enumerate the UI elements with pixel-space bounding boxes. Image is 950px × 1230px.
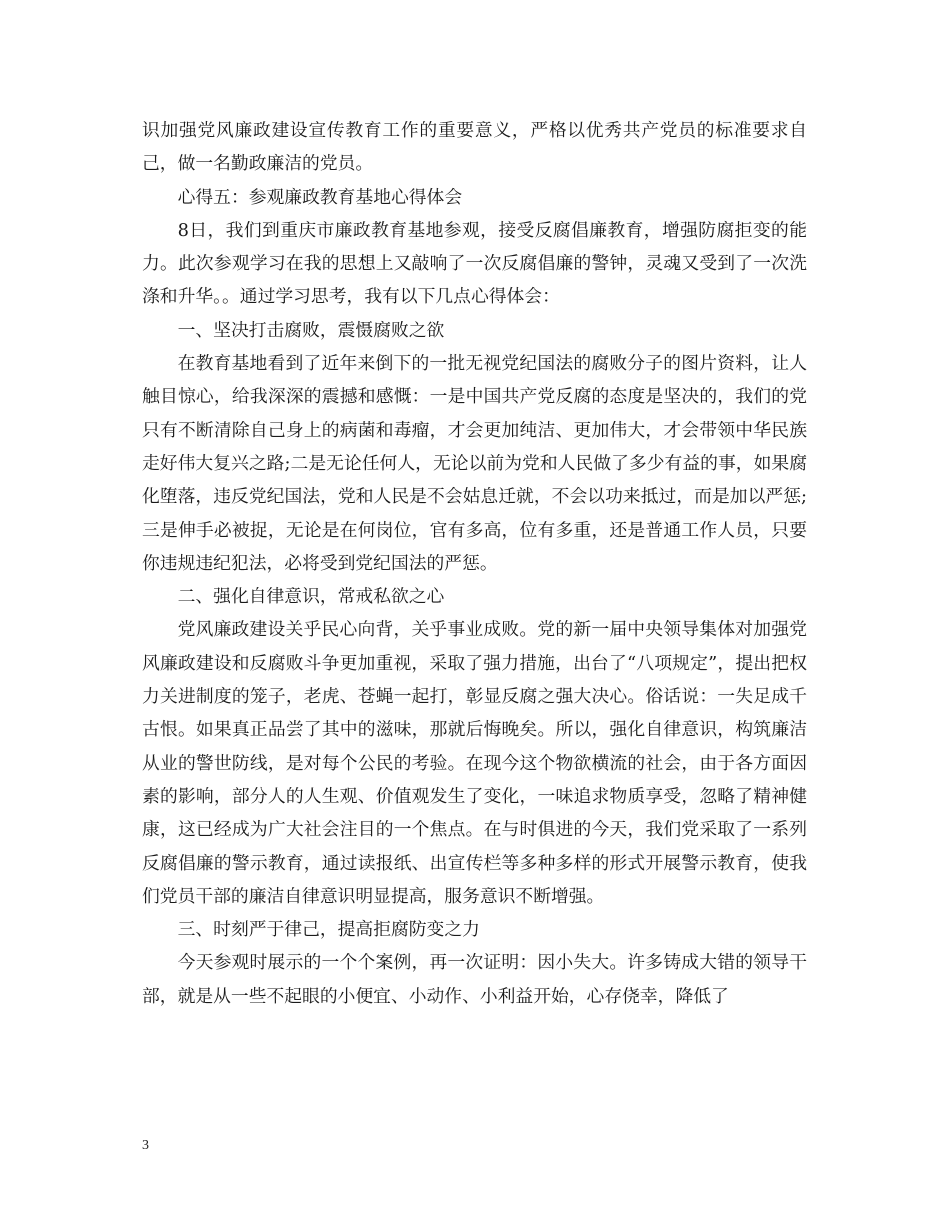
paragraph-point-one: 在教育基地看到了近年来倒下的一批无视党纪国法的腐败分子的图片资料，让人触目惊心，给我深深的震撼和感慨：一是中国共产党反腐的态度是坚决的，我们的党只有不断清除自己身上的病菌和毒瘤，才会更加纯洁、更加伟大，才会带领中华民族走好伟大复兴之路;二是无论任何人，无论以前为党和人民做了多少有益的事，如果腐化堕落，违反党纪国法，党和人民是不会姑息迁就，不会以功来抵过，而是加以严惩;三是伸手必被捉，无论是在何岗位，官有多高，位有多重，还是普通工作人员，只要你违规违纪犯法，必将受到党纪国法的严惩。	[142, 353, 807, 574]
document-body	[142, 114, 807, 1013]
section-heading-experience-five: 心得五：参观廉政教育基地心得体会	[177, 186, 463, 208]
subheading-two: 二、强化自律意识，常戒私欲之心	[177, 586, 445, 608]
paragraph-visit-intro: 8日，我们到重庆市廉政教育基地参观，接受反腐倡廉教育，增强防腐拒变的能力。此次参观学习在我的思想上又敲响了一次反腐倡廉的警钟，灵魂又受到了一次洗涤和升华。。通过学习思考，我有以下几点心得体会：	[142, 219, 807, 308]
subheading-three: 三、时刻严于律己，提高拒腐防变之力	[177, 919, 480, 941]
paragraph-continuation: 识加强党风廉政建设宣传教育工作的重要意义，严格以优秀共产党员的标准要求自己，做一名勤政廉洁的党员。	[142, 120, 807, 175]
subheading-one: 一、坚决打击腐败，震慑腐败之欲	[177, 319, 445, 341]
paragraph-point-three: 今天参观时展示的一个个案例，再一次证明：因小失大。许多铸成大错的领导干部，就是从一些不起眼的小便宜、小动作、小利益开始，心存侥幸，降低了	[142, 952, 807, 1007]
page-number: 3	[142, 1138, 149, 1153]
paragraph-point-two: 党风廉政建设关乎民心向背，关乎事业成败。党的新一届中央领导集体对加强党风廉政建设和反腐败斗争更加重视，采取了强力措施，出台了“八项规定”，提出把权力关进制度的笼子，老虎、苍蝇一起打，彰显反腐之强大决心。俗话说：一失足成千古恨。如果真正品尝了其中的滋味，那就后悔晚矣。所以，强化自律意识，构筑廉洁从业的警世防线，是对每个公民的考验。在现今这个物欲横流的社会，由于各方面因素的影响，部分人的人生观、价值观发生了变化，一味追求物质享受，忽略了精神健康，这已经成为广大社会注目的一个焦点。在与时俱进的今天，我们党采取了一系列反腐倡廉的警示教育，通过读报纸、出宣传栏等多种多样的形式开展警示教育，使我们党员干部的廉洁自律意识明显提高，服务意识不断增强。	[142, 619, 807, 907]
